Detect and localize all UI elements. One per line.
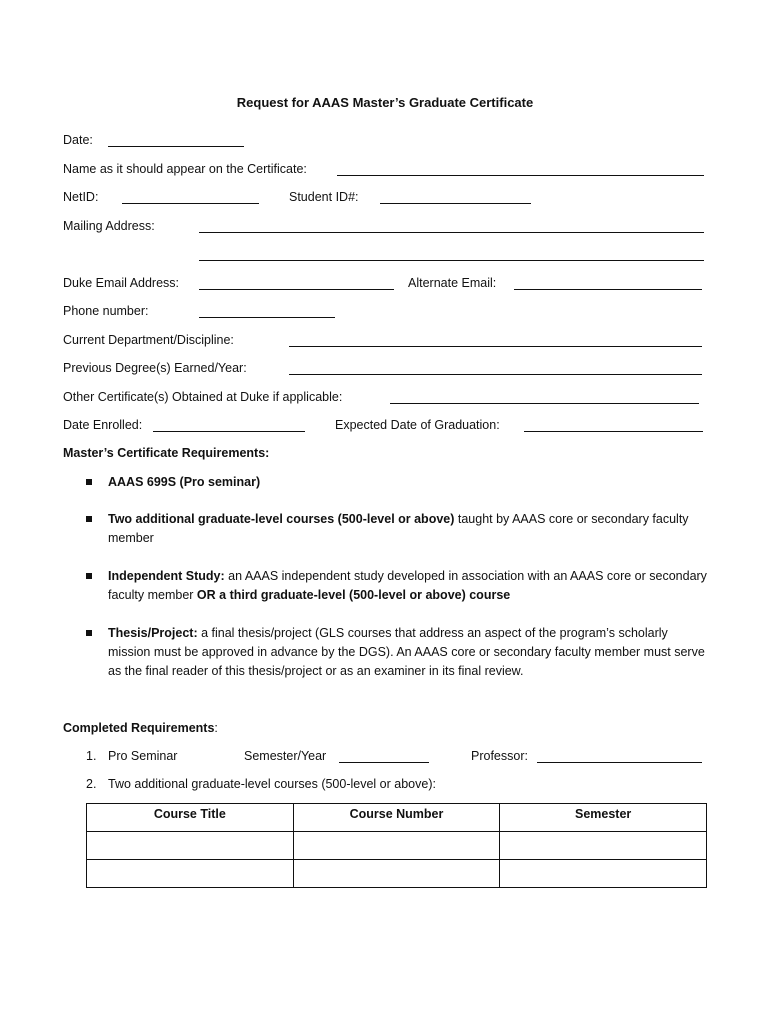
professor-field[interactable]	[537, 762, 702, 763]
column-semester: Semester	[500, 804, 707, 832]
duke-email-label: Duke Email Address:	[63, 276, 180, 290]
department-label: Current Department/Discipline:	[63, 333, 234, 347]
table-row	[87, 860, 707, 888]
bullet-icon	[86, 573, 92, 579]
date-enrolled-label: Date Enrolled:	[63, 418, 143, 432]
mailing-field-1[interactable]	[199, 232, 704, 233]
phone-label: Phone number:	[63, 304, 149, 318]
page-title: Request for AAAS Master’s Graduate Certificate	[236, 95, 534, 110]
mailing-field-2[interactable]	[199, 260, 704, 261]
duke-email-field[interactable]	[199, 289, 394, 290]
semester-year-field[interactable]	[339, 762, 429, 763]
table-cell[interactable]	[87, 832, 294, 860]
column-course-number: Course Number	[293, 804, 500, 832]
table-row	[87, 832, 707, 860]
phone-field[interactable]	[199, 317, 335, 318]
prev-degree-field[interactable]	[289, 374, 702, 375]
table-cell[interactable]	[500, 832, 707, 860]
item-1-number: 1.	[86, 749, 97, 763]
department-row	[63, 331, 704, 349]
other-cert-row	[63, 388, 704, 406]
bullet-icon	[86, 630, 92, 636]
expected-grad-label: Expected Date of Graduation:	[335, 418, 500, 432]
table-header-row	[87, 804, 707, 832]
date-field[interactable]	[108, 146, 244, 147]
requirement-text: taught by AAAS core or secondary faculty member	[108, 512, 689, 545]
bullet-icon	[86, 516, 92, 522]
requirement-text: an AAAS independent study developed in association with an AAAS core or secondary faculty member	[108, 569, 707, 602]
prev-degree-row	[63, 359, 704, 377]
alt-email-field[interactable]	[514, 289, 702, 290]
name-label: Name as it should appear on the Certificate:	[63, 162, 307, 176]
student-id-field[interactable]	[380, 203, 531, 204]
table-cell[interactable]	[293, 860, 500, 888]
table-cell[interactable]	[500, 860, 707, 888]
professor-label: Professor:	[471, 749, 528, 763]
requirement-title: Two additional graduate-level courses (500-level or above)	[108, 512, 455, 526]
netid-row	[63, 188, 704, 206]
mailing-label: Mailing Address:	[63, 219, 155, 233]
requirements-heading: Master’s Certificate Requirements:	[63, 446, 270, 460]
courses-table	[86, 803, 707, 888]
prev-degree-label: Previous Degree(s) Earned/Year:	[63, 361, 247, 375]
date-row	[63, 131, 704, 149]
alt-email-label: Alternate Email:	[408, 276, 497, 290]
table-cell[interactable]	[293, 832, 500, 860]
pro-seminar-label: Pro Seminar	[108, 749, 178, 763]
table-cell[interactable]	[87, 860, 294, 888]
requirement-title: AAAS 699S (Pro seminar)	[108, 475, 261, 489]
phone-row	[63, 302, 704, 320]
completed-heading: Completed Requirements:	[63, 721, 218, 735]
name-row	[63, 160, 704, 178]
bullet-icon	[86, 479, 92, 485]
netid-label: NetID:	[63, 190, 99, 204]
requirement-title: Thesis/Project:	[108, 626, 198, 640]
requirement-title: Independent Study:	[108, 569, 225, 583]
semester-year-label: Semester/Year	[244, 749, 327, 763]
other-cert-label: Other Certificate(s) Obtained at Duke if applicable:	[63, 390, 343, 404]
name-field[interactable]	[337, 175, 704, 176]
enrollment-row	[63, 416, 704, 434]
mailing-row	[63, 217, 704, 235]
column-course-title: Course Title	[87, 804, 294, 832]
department-field[interactable]	[289, 346, 702, 347]
courses-label: Two additional graduate-level courses (500-level or above):	[108, 777, 436, 791]
date-label: Date:	[63, 133, 93, 147]
mailing-row-2	[63, 245, 704, 263]
date-enrolled-field[interactable]	[153, 431, 305, 432]
requirement-alt: OR a third graduate-level (500-level or above) course	[196, 588, 511, 602]
other-cert-field[interactable]	[390, 403, 699, 404]
requirement-text: a final thesis/project (GLS courses that address an aspect of the program’s scholarly mission must be approved in advance by the DGS). An AAAS core or secondary faculty member must serve as the final reader of this thesis/project or as an examiner in its final review.	[108, 626, 705, 678]
item-2-number: 2.	[86, 777, 97, 791]
student-id-label: Student ID#:	[289, 190, 359, 204]
email-row	[63, 274, 704, 292]
expected-grad-field[interactable]	[524, 431, 703, 432]
netid-field[interactable]	[122, 203, 259, 204]
